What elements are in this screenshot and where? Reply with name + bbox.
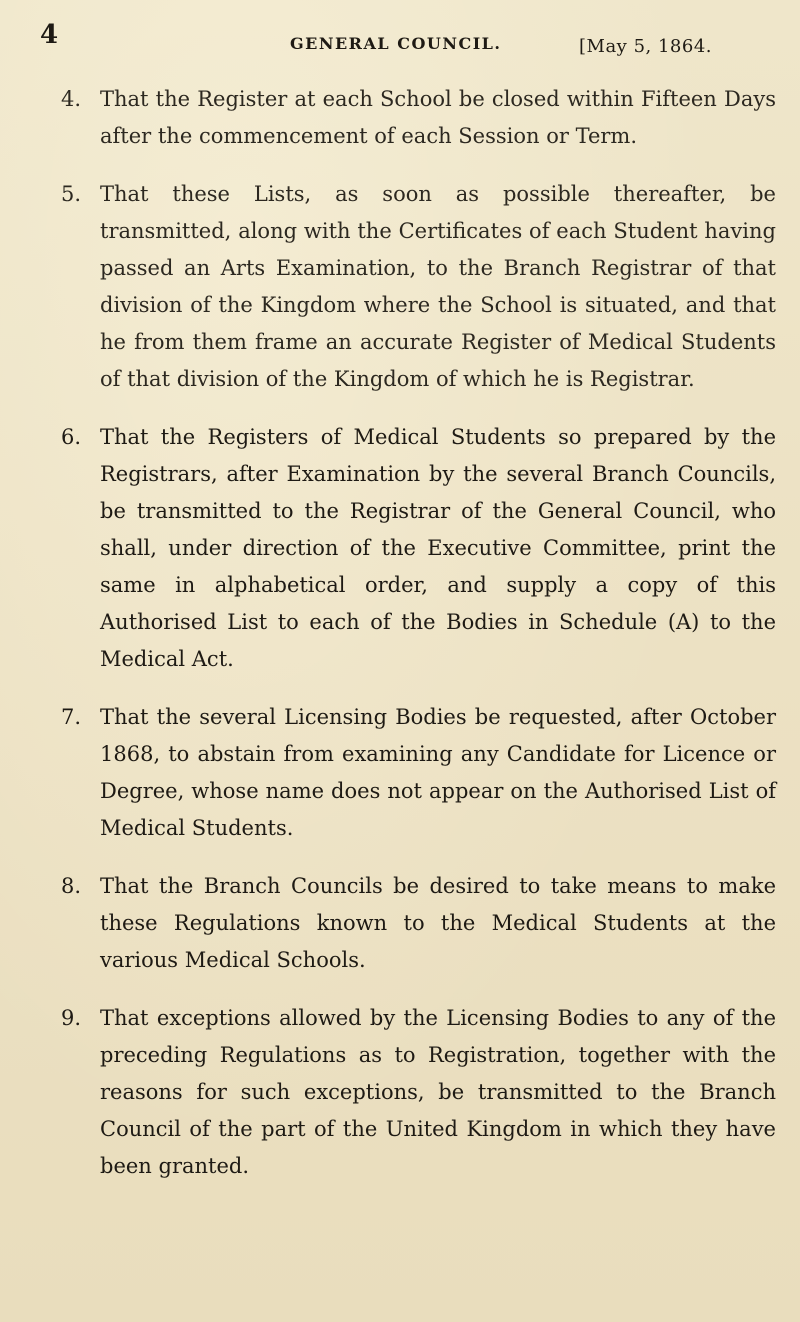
page-number: 4 xyxy=(40,20,59,50)
regulation-item-9 xyxy=(61,1000,776,1185)
item-text: That these Lists, as soon as possible thereafter, be transmitted, along with the Certificates of each Student having passed an Arts Examination, to the Branch Registrar of that division of the Kingdom where the School is situated, and that he from them frame an accurate Register of Medical Students of that division of the Kingdom of which he is Registrar. xyxy=(100,182,776,391)
item-number: 4. xyxy=(61,87,82,111)
item-number: 7. xyxy=(61,705,82,729)
page-header xyxy=(40,20,780,68)
item-text: That the Registers of Medical Students so prepared by the Registrars, after Examination by the several Branch Councils, be transmitted to the Registrar of the General Council, who shall, under direction of the Executive Committee, print the same in alphabetical order, and supply a copy of this Authorised List to each of the Bodies in Schedule (A) to the Medical Act. xyxy=(100,425,776,671)
regulation-list xyxy=(61,81,776,1206)
item-number: 8. xyxy=(61,874,82,898)
regulation-item-7 xyxy=(61,699,776,847)
item-text: That the several Licensing Bodies be requested, after October 1868, to abstain from examining any Candidate for Licence or Degree, whose name does not appear on the Authorised List of Medical Students. xyxy=(100,705,776,840)
regulation-item-6 xyxy=(61,419,776,678)
header-date: [May 5, 1864. xyxy=(579,36,713,57)
running-title: GENERAL COUNCIL. xyxy=(290,34,502,53)
regulation-item-8 xyxy=(61,868,776,979)
item-number: 5. xyxy=(61,182,82,206)
item-text: That exceptions allowed by the Licensing Bodies to any of the preceding Regulations as to Registration, together with the reasons for such exceptions, be transmitted to the Branch Council of the part of the United Kingdom in which they have been granted. xyxy=(100,1006,776,1178)
item-text: That the Branch Councils be desired to take means to make these Regulations known to the Medical Students at the various Medical Schools. xyxy=(100,874,776,972)
item-text: That the Register at each School be closed within Fifteen Days after the commencement of each Session or Term. xyxy=(100,87,776,148)
regulation-item-4 xyxy=(61,81,776,155)
regulation-item-5 xyxy=(61,176,776,398)
item-number: 9. xyxy=(61,1006,82,1030)
item-number: 6. xyxy=(61,425,82,449)
